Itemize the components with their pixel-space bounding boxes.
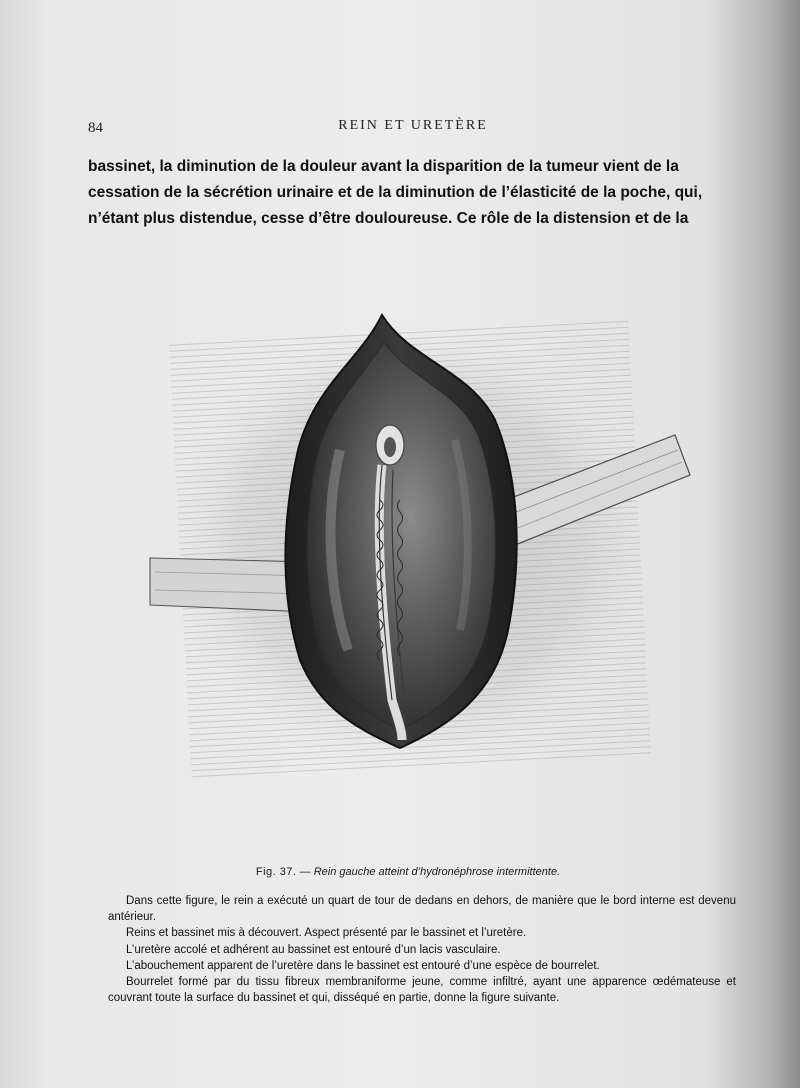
figure-title: Rein gauche atteint d’hydronéphrose intermittente.: [313, 866, 561, 878]
description-paragraph: Reins et bassinet mis à découvert. Aspect présenté par le bassinet et l’uretère.: [126, 927, 527, 940]
body-line: bassinet, la diminution de la douleur avant la disparition de la tumeur vient de la: [88, 158, 679, 175]
running-head: [88, 114, 738, 136]
description-paragraph: Dans cette figure, le rein a exécuté un quart de tour de dedans en dehors, de manière que le bord interne est devenu antérieur.: [108, 895, 736, 924]
running-title: REIN ET URETÈRE: [338, 118, 488, 133]
body-line: cessation de la sécrétion urinaire et de la diminution de l’élasticité de la poche, qui,: [88, 184, 703, 201]
description-paragraph: Bourrelet formé par du tissu fibreux membraniforme jeune, comme infiltré, ayant une apparence œdémateuse et couvrant toute la surface du bassinet et qui, disséqué en partie, donne la figure suivante.: [108, 976, 736, 1005]
figure-caption: Fig. 37. — Rein gauche atteint d’hydronéphrose intermittente.: [255, 866, 561, 878]
page-number: 84: [88, 120, 103, 136]
description-paragraph: L’abouchement apparent de l’uretère dans le bassinet est entouré d’une espèce de bourrelet.: [126, 959, 600, 972]
kidney-illustration: [110, 300, 720, 820]
body-line: n’étant plus distendue, cesse d’être douloureuse. Ce rôle de la distension et de la: [88, 210, 689, 227]
description-paragraph: L’uretère accolé et adhérent au bassinet est entouré d’un lacis vasculaire.: [126, 943, 501, 956]
kidney-drawing: [110, 300, 720, 820]
body-paragraph: [88, 154, 728, 232]
figure-description: [108, 893, 736, 1006]
figure-label: Fig. 37.: [255, 866, 297, 878]
